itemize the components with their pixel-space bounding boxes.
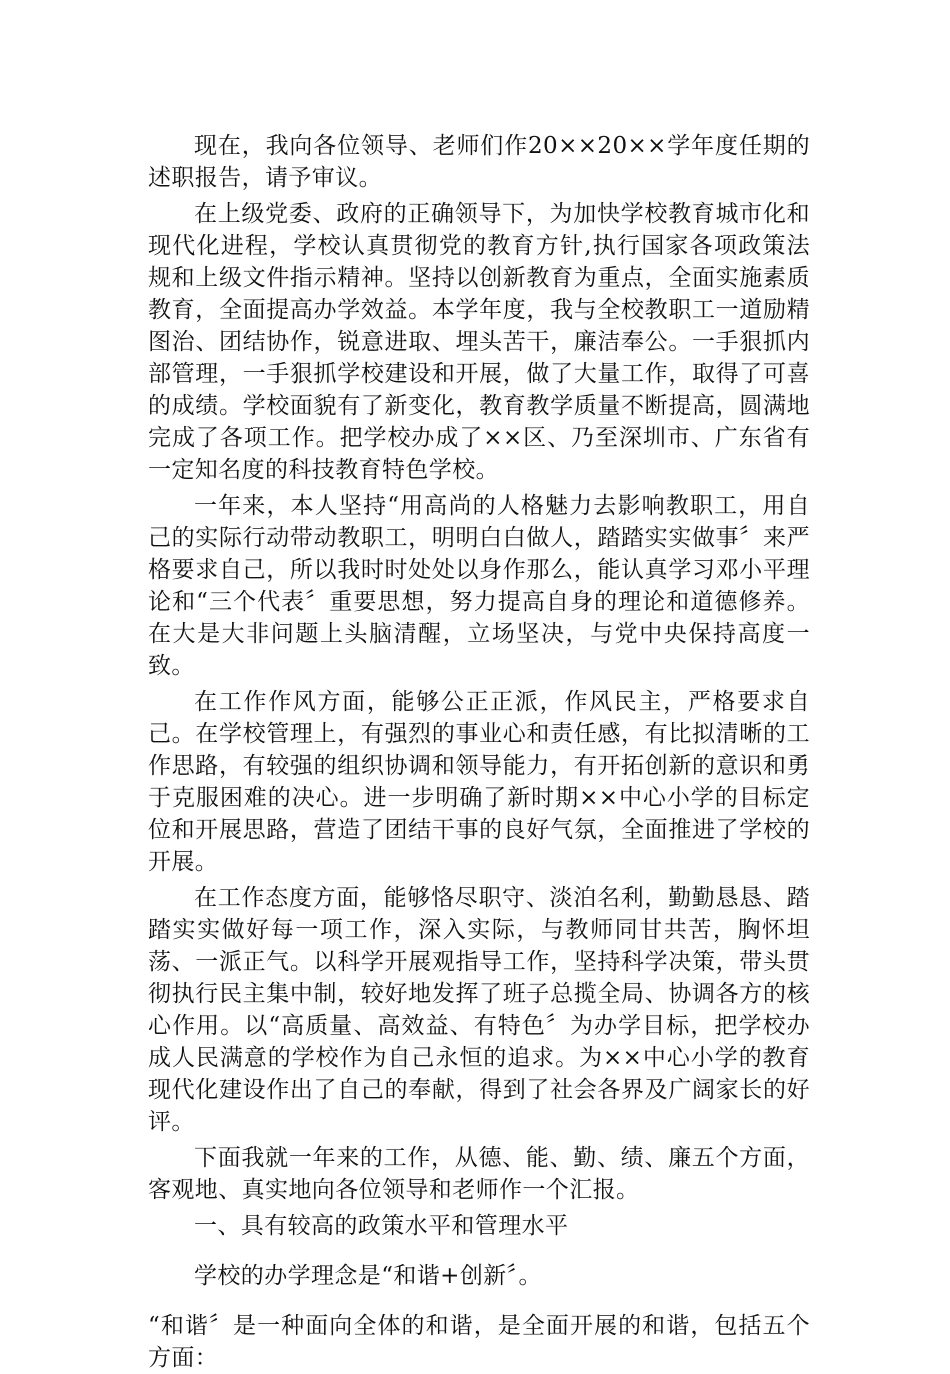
paragraph-report-outline: 下面我就一年来的工作，从德、能、勤、绩、廉五个方面，客观地、真实地向各位领导和老师作一个汇报。 [148, 1145, 810, 1203]
paragraph-self-discipline: 一年来，本人坚持“用高尚的人格魅力去影响教职工，用自己的实际行动带动教职工，明明白白做人，踏踏实实做事〞来严格要求自己，所以我时时处处以身作那么，能认真学习邓小平理论和“三个代表〞重要思想，努力提高自身的理论和道德修养。在大是大非问题上头脑清醒，立场坚决，与党中央保持高度一致。 [148, 493, 810, 679]
paragraph-school-philosophy: 学校的办学理念是“和谐+创新〞。 [194, 1263, 542, 1289]
paragraph-work-style: 在工作作风方面，能够公正正派，作风民主，严格要求自己。在学校管理上，有强烈的事业心和责任感，有比拟清晰的工作思路，有较强的组织协调和领导能力，有开拓创新的意识和勇于克服困难的决心。进一步明确了新时期××中心小学的目标定位和开展思路，营造了团结干事的良好气氛，全面推进了学校的开展。 [148, 689, 810, 875]
paragraph-leadership: 在上级党委、政府的正确领导下，为加快学校教育城市化和现代化进程，学校认真贯彻党的教育方针,执行国家各项政策法规和上级文件指示精神。坚持以创新教育为重点，全面实施素质教育，全面提高办学效益。本学年度，我与全校教职工一道励精图治、团结协作，锐意进取、埋头苦干，廉洁奉公。一手狠抓内部管理，一手狠抓学校建设和开展，做了大量工作，取得了可喜的成绩。学校面貌有了新变化，教育教学质量不断提高，圆满地完成了各项工作。把学校办成了××区、乃至深圳市、广东省有一定知名度的科技教育特色学校。 [148, 201, 810, 483]
paragraph-harmony-definition: “和谐〞是一种面向全体的和谐，是全面开展的和谐，包括五个方面： [148, 1313, 810, 1371]
section-heading-1: 一、具有较高的政策水平和管理水平 [194, 1213, 569, 1239]
document-body [148, 130, 810, 1374]
paragraph-work-attitude: 在工作态度方面，能够恪尽职守、淡泊名利，勤勤恳恳、踏踏实实做好每一项工作，深入实际，与教师同甘共苦，胸怀坦荡、一派正气。以科学开展观指导工作，坚持科学决策，带头贯彻执行民主集中制，较好地发挥了班子总揽全局、协调各方的核心作用。以“高质量、高效益、有特色〞为办学目标，把学校办成人民满意的学校作为自己永恒的追求。为××中心小学的教育现代化建设作出了自己的奉献，得到了社会各界及广阔家长的好评。 [148, 885, 810, 1135]
paragraph-intro: 现在，我向各位领导、老师们作20××20××学年度任期的述职报告，请予审议。 [148, 133, 810, 191]
